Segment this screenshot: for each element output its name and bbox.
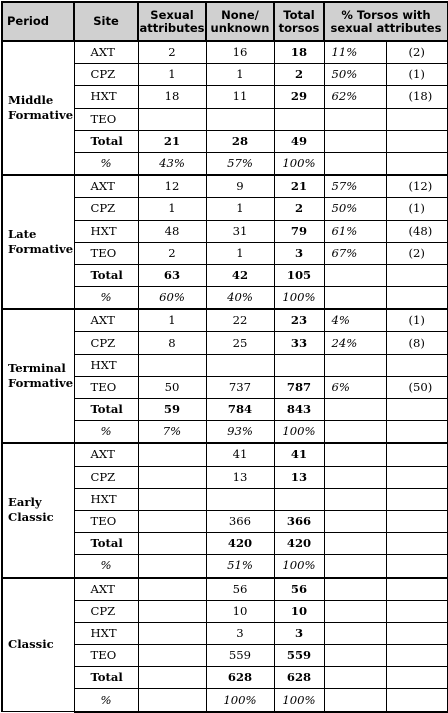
percent-none-cell: 57% bbox=[206, 152, 274, 175]
period-label: Early Classic bbox=[2, 443, 74, 577]
pct-sexual-cell: 11% bbox=[324, 41, 386, 64]
pct-sexual-cell: 61% bbox=[324, 220, 386, 242]
total-count-cell bbox=[386, 399, 448, 421]
total-sexual-cell: 59 bbox=[138, 399, 206, 421]
pct-sexual-cell: 50% bbox=[324, 64, 386, 86]
none-unknown-cell bbox=[206, 488, 274, 510]
count-sexual-cell bbox=[386, 466, 448, 488]
site-cell: CPZ bbox=[74, 466, 138, 488]
none-unknown-cell: 56 bbox=[206, 578, 274, 601]
pct-sexual-cell bbox=[324, 466, 386, 488]
sexual-attributes-cell bbox=[138, 645, 206, 667]
percent-count-cell bbox=[386, 287, 448, 310]
none-unknown-cell: 10 bbox=[206, 600, 274, 622]
count-sexual-cell bbox=[386, 600, 448, 622]
total-pct-cell bbox=[324, 130, 386, 152]
sexual-attributes-cell: 2 bbox=[138, 242, 206, 264]
sexual-attributes-cell: 48 bbox=[138, 220, 206, 242]
sexual-attributes-cell bbox=[138, 108, 206, 130]
total-count-cell bbox=[386, 533, 448, 555]
table-row bbox=[2, 309, 448, 332]
total-sexual-cell bbox=[138, 533, 206, 555]
total-torsos-cell: 56 bbox=[274, 578, 324, 601]
site-cell: HXT bbox=[74, 354, 138, 376]
total-none-cell: 420 bbox=[206, 533, 274, 555]
total-label: Total bbox=[74, 399, 138, 421]
percent-sexual-cell bbox=[138, 555, 206, 578]
site-cell: TEO bbox=[74, 242, 138, 264]
percent-count-cell bbox=[386, 689, 448, 712]
count-sexual-cell bbox=[386, 578, 448, 601]
table-row bbox=[2, 578, 448, 601]
pct-sexual-cell: 24% bbox=[324, 332, 386, 354]
none-unknown-cell bbox=[206, 354, 274, 376]
count-sexual-cell: (48) bbox=[386, 220, 448, 242]
total-label: Total bbox=[74, 130, 138, 152]
percent-pct-cell bbox=[324, 421, 386, 444]
total-torsos-cell bbox=[274, 488, 324, 510]
count-sexual-cell bbox=[386, 443, 448, 466]
percent-none-cell: 100% bbox=[206, 689, 274, 712]
header-total-torsos: Total torsos bbox=[274, 2, 324, 41]
percent-none-cell: 51% bbox=[206, 555, 274, 578]
count-sexual-cell: (1) bbox=[386, 64, 448, 86]
sexual-attributes-cell: 1 bbox=[138, 198, 206, 220]
site-cell: HXT bbox=[74, 488, 138, 510]
count-sexual-cell bbox=[386, 108, 448, 130]
total-torsos-cell: 559 bbox=[274, 645, 324, 667]
percent-total-cell: 100% bbox=[274, 689, 324, 712]
sexual-attributes-cell bbox=[138, 578, 206, 601]
total-torsos-cell: 29 bbox=[274, 86, 324, 108]
pct-sexual-cell bbox=[324, 354, 386, 376]
count-sexual-cell bbox=[386, 645, 448, 667]
none-unknown-cell: 366 bbox=[206, 510, 274, 532]
header-period: Period bbox=[2, 2, 74, 41]
none-unknown-cell: 737 bbox=[206, 376, 274, 398]
percent-sexual-cell: 43% bbox=[138, 152, 206, 175]
site-cell: HXT bbox=[74, 622, 138, 644]
percent-label: % bbox=[74, 421, 138, 444]
count-sexual-cell: (2) bbox=[386, 242, 448, 264]
percent-sexual-cell bbox=[138, 689, 206, 712]
none-unknown-cell: 13 bbox=[206, 466, 274, 488]
total-label: Total bbox=[74, 264, 138, 286]
total-pct-cell bbox=[324, 667, 386, 689]
total-label: Total bbox=[74, 533, 138, 555]
none-unknown-cell: 3 bbox=[206, 622, 274, 644]
total-torsos-cell: 3 bbox=[274, 242, 324, 264]
site-cell: TEO bbox=[74, 510, 138, 532]
total-total-cell: 105 bbox=[274, 264, 324, 286]
pct-sexual-cell: 4% bbox=[324, 309, 386, 332]
total-pct-cell bbox=[324, 264, 386, 286]
count-sexual-cell bbox=[386, 354, 448, 376]
percent-total-cell: 100% bbox=[274, 152, 324, 175]
sexual-attributes-cell: 18 bbox=[138, 86, 206, 108]
percent-label: % bbox=[74, 152, 138, 175]
total-torsos-cell: 10 bbox=[274, 600, 324, 622]
none-unknown-cell: 1 bbox=[206, 242, 274, 264]
percent-sexual-cell: 60% bbox=[138, 287, 206, 310]
site-cell: HXT bbox=[74, 86, 138, 108]
percent-none-cell: 93% bbox=[206, 421, 274, 444]
period-label: Classic bbox=[2, 578, 74, 712]
percent-count-cell bbox=[386, 152, 448, 175]
table-row bbox=[2, 175, 448, 198]
sexual-attributes-cell bbox=[138, 466, 206, 488]
total-none-cell: 784 bbox=[206, 399, 274, 421]
table-header bbox=[2, 2, 448, 41]
count-sexual-cell: (1) bbox=[386, 309, 448, 332]
sexual-attributes-cell: 12 bbox=[138, 175, 206, 198]
none-unknown-cell: 9 bbox=[206, 175, 274, 198]
period-label: Middle Formative bbox=[2, 41, 74, 175]
total-total-cell: 628 bbox=[274, 667, 324, 689]
pct-sexual-cell: 57% bbox=[324, 175, 386, 198]
header-pct-torsos: % Torsos with sexual attributes bbox=[324, 2, 448, 41]
total-pct-cell bbox=[324, 533, 386, 555]
total-none-cell: 628 bbox=[206, 667, 274, 689]
percent-pct-cell bbox=[324, 689, 386, 712]
sexual-attributes-cell: 1 bbox=[138, 309, 206, 332]
sexual-attributes-cell bbox=[138, 510, 206, 532]
pct-sexual-cell bbox=[324, 488, 386, 510]
count-sexual-cell: (50) bbox=[386, 376, 448, 398]
count-sexual-cell: (12) bbox=[386, 175, 448, 198]
total-sexual-cell bbox=[138, 667, 206, 689]
site-cell: CPZ bbox=[74, 198, 138, 220]
pct-sexual-cell bbox=[324, 510, 386, 532]
percent-none-cell: 40% bbox=[206, 287, 274, 310]
percent-total-cell: 100% bbox=[274, 555, 324, 578]
total-label: Total bbox=[74, 667, 138, 689]
sexual-attributes-cell bbox=[138, 488, 206, 510]
count-sexual-cell: (18) bbox=[386, 86, 448, 108]
none-unknown-cell: 1 bbox=[206, 64, 274, 86]
pct-sexual-cell bbox=[324, 622, 386, 644]
site-cell: AXT bbox=[74, 309, 138, 332]
count-sexual-cell: (8) bbox=[386, 332, 448, 354]
torso-attributes-table bbox=[1, 1, 448, 713]
pct-sexual-cell: 6% bbox=[324, 376, 386, 398]
total-pct-cell bbox=[324, 399, 386, 421]
table-row bbox=[2, 443, 448, 466]
pct-sexual-cell bbox=[324, 578, 386, 601]
pct-sexual-cell: 67% bbox=[324, 242, 386, 264]
total-torsos-cell: 366 bbox=[274, 510, 324, 532]
site-cell: CPZ bbox=[74, 332, 138, 354]
total-torsos-cell: 13 bbox=[274, 466, 324, 488]
site-cell: TEO bbox=[74, 108, 138, 130]
total-torsos-cell: 23 bbox=[274, 309, 324, 332]
header-none-unknown: None/ unknown bbox=[206, 2, 274, 41]
total-torsos-cell: 787 bbox=[274, 376, 324, 398]
header-row bbox=[2, 2, 448, 41]
count-sexual-cell bbox=[386, 622, 448, 644]
site-cell: HXT bbox=[74, 220, 138, 242]
none-unknown-cell: 16 bbox=[206, 41, 274, 64]
count-sexual-cell: (2) bbox=[386, 41, 448, 64]
total-torsos-cell: 3 bbox=[274, 622, 324, 644]
count-sexual-cell: (1) bbox=[386, 198, 448, 220]
percent-count-cell bbox=[386, 421, 448, 444]
total-count-cell bbox=[386, 667, 448, 689]
percent-pct-cell bbox=[324, 555, 386, 578]
total-torsos-cell: 2 bbox=[274, 64, 324, 86]
header-sexual-attributes: Sexual attributes bbox=[138, 2, 206, 41]
total-sexual-cell: 63 bbox=[138, 264, 206, 286]
pct-sexual-cell: 62% bbox=[324, 86, 386, 108]
site-cell: CPZ bbox=[74, 64, 138, 86]
total-none-cell: 42 bbox=[206, 264, 274, 286]
total-none-cell: 28 bbox=[206, 130, 274, 152]
period-label: Terminal Formative bbox=[2, 309, 74, 443]
site-cell: AXT bbox=[74, 41, 138, 64]
total-torsos-cell: 18 bbox=[274, 41, 324, 64]
count-sexual-cell bbox=[386, 510, 448, 532]
total-torsos-cell: 79 bbox=[274, 220, 324, 242]
table-body bbox=[2, 41, 448, 712]
total-count-cell bbox=[386, 264, 448, 286]
none-unknown-cell: 25 bbox=[206, 332, 274, 354]
percent-total-cell: 100% bbox=[274, 421, 324, 444]
pct-sexual-cell: 50% bbox=[324, 198, 386, 220]
sexual-attributes-cell: 2 bbox=[138, 41, 206, 64]
percent-total-cell: 100% bbox=[274, 287, 324, 310]
none-unknown-cell: 11 bbox=[206, 86, 274, 108]
none-unknown-cell: 559 bbox=[206, 645, 274, 667]
percent-pct-cell bbox=[324, 152, 386, 175]
percent-count-cell bbox=[386, 555, 448, 578]
total-total-cell: 420 bbox=[274, 533, 324, 555]
percent-label: % bbox=[74, 287, 138, 310]
none-unknown-cell: 1 bbox=[206, 198, 274, 220]
total-total-cell: 49 bbox=[274, 130, 324, 152]
sexual-attributes-cell: 1 bbox=[138, 64, 206, 86]
percent-label: % bbox=[74, 555, 138, 578]
sexual-attributes-cell bbox=[138, 443, 206, 466]
sexual-attributes-cell bbox=[138, 354, 206, 376]
site-cell: TEO bbox=[74, 645, 138, 667]
sexual-attributes-cell bbox=[138, 600, 206, 622]
period-label: Late Formative bbox=[2, 175, 74, 309]
none-unknown-cell: 31 bbox=[206, 220, 274, 242]
total-torsos-cell: 41 bbox=[274, 443, 324, 466]
total-sexual-cell: 21 bbox=[138, 130, 206, 152]
total-total-cell: 843 bbox=[274, 399, 324, 421]
header-site: Site bbox=[74, 2, 138, 41]
sexual-attributes-cell: 50 bbox=[138, 376, 206, 398]
count-sexual-cell bbox=[386, 488, 448, 510]
percent-sexual-cell: 7% bbox=[138, 421, 206, 444]
percent-pct-cell bbox=[324, 287, 386, 310]
table-row bbox=[2, 41, 448, 64]
none-unknown-cell bbox=[206, 108, 274, 130]
pct-sexual-cell bbox=[324, 645, 386, 667]
total-count-cell bbox=[386, 130, 448, 152]
none-unknown-cell: 22 bbox=[206, 309, 274, 332]
sexual-attributes-cell: 8 bbox=[138, 332, 206, 354]
total-torsos-cell: 2 bbox=[274, 198, 324, 220]
site-cell: AXT bbox=[74, 443, 138, 466]
site-cell: AXT bbox=[74, 175, 138, 198]
total-torsos-cell bbox=[274, 108, 324, 130]
percent-label: % bbox=[74, 689, 138, 712]
total-torsos-cell bbox=[274, 354, 324, 376]
site-cell: AXT bbox=[74, 578, 138, 601]
pct-sexual-cell bbox=[324, 600, 386, 622]
none-unknown-cell: 41 bbox=[206, 443, 274, 466]
site-cell: TEO bbox=[74, 376, 138, 398]
site-cell: CPZ bbox=[74, 600, 138, 622]
total-torsos-cell: 33 bbox=[274, 332, 324, 354]
pct-sexual-cell bbox=[324, 108, 386, 130]
pct-sexual-cell bbox=[324, 443, 386, 466]
total-torsos-cell: 21 bbox=[274, 175, 324, 198]
sexual-attributes-cell bbox=[138, 622, 206, 644]
